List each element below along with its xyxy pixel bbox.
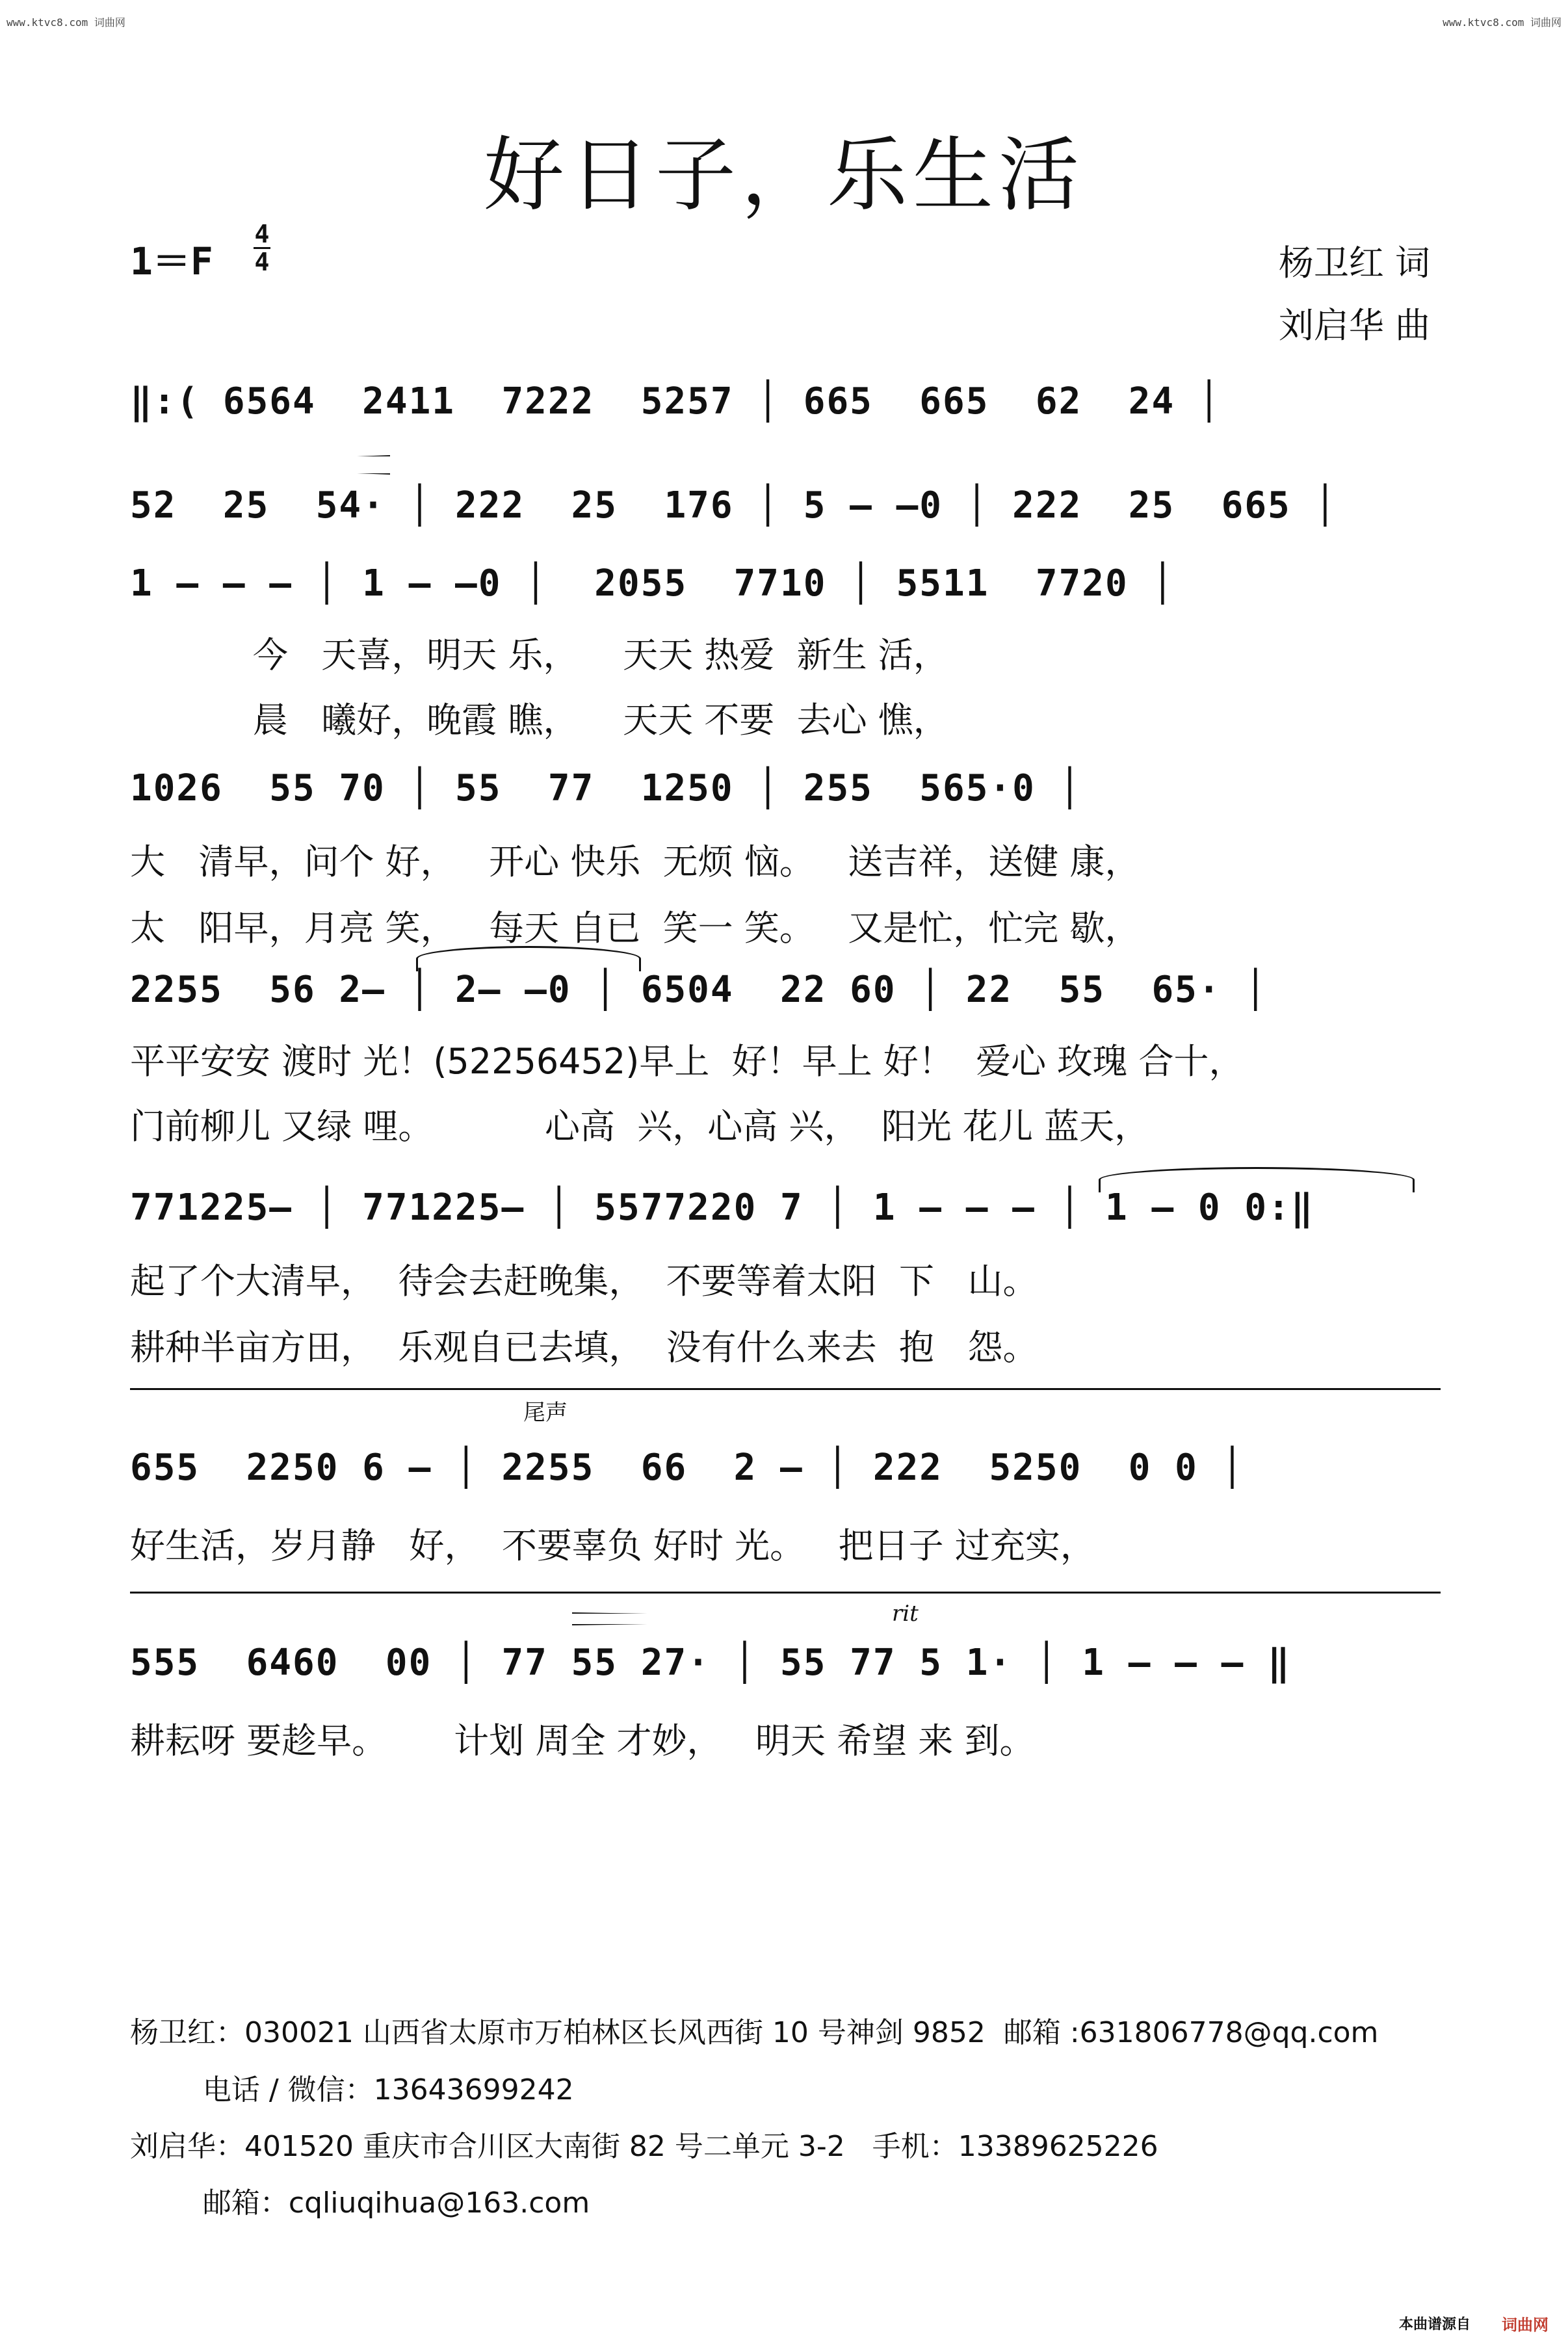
composer: 刘启华 曲 [1278, 305, 1430, 346]
lyric-verse-2: 门前柳儿 又绿 哩。 心高 兴，心高 兴， 阳光 花儿 蓝天， [130, 1106, 1150, 1147]
crescendo-mark [143, 455, 390, 475]
coda-marker: 尾声 [523, 1400, 568, 1426]
key-signature: 1＝F [130, 239, 213, 283]
staff-line-7: 655 2250 6 – │ 2255 66 2 – │ 222 5250 0 0 │ [130, 1447, 1245, 1489]
tie-arc [416, 946, 641, 971]
contact-line-1: 杨卫红：030021 山西省太原市万柏林区长风西街 10 号神剑 9852 邮箱 :631806778@qq.com [130, 2016, 1379, 2049]
lyric-verse-1: 耕耘呀 要趁早。 计划 周全 才妙， 明天 希望 来 到。 [130, 1720, 1035, 1761]
ritardando-marker: rit [892, 1601, 919, 1627]
staff-line-4: 1026 55 70 │ 55 77 1250 │ 255 565·0 │ [130, 767, 1082, 809]
staff-line-2: 52 25 54· │ 222 25 176 │ 5 – –0 │ 222 25 665 │ [130, 484, 1338, 527]
lyric-verse-2: 太 阳早，月亮 笑， 每天 自已 笑一 笑。 又是忙，忙完 歇， [130, 908, 1140, 949]
time-signature-bottom: 4 [254, 248, 270, 276]
time-signature [254, 221, 270, 275]
contact-line-3: 刘启华：401520 重庆市合川区大南街 82 号二单元 3-2 手机：13389625226 [130, 2130, 1158, 2163]
score-title: 好日子，乐生活 [483, 129, 1084, 222]
section-rule [130, 1388, 1441, 1390]
watermark-left: www.ktvc8.com 词曲网 [7, 16, 125, 29]
lyric-verse-1: 起了个大清早， 待会去赶晚集， 不要等着太阳 下 山。 [130, 1261, 1038, 1302]
lyricist: 杨卫红 词 [1278, 243, 1430, 283]
staff-line-8: 555 6460 00 │ 77 55 27· │ 55 77 5 1· │ 1 – – – ‖ [130, 1642, 1291, 1684]
staff-line-6: 771225– │ 771225– │ 5577220 7 │ 1 – – – │ 1 – 0 0:‖ [130, 1187, 1314, 1229]
staff-line-3: 1 – – – │ 1 – –0 │ 2055 7710 │ 5511 7720 │ [130, 562, 1175, 605]
staff-line-1: ‖:( 6564 2411 7222 5257 │ 665 665 62 24 │ [130, 380, 1222, 423]
contact-line-4: 邮箱：cqliuqihua@163.com [130, 2186, 590, 2220]
lyric-verse-1: 平平安安 渡时 光！(52256452)早上 好！早上 好！ 爱心 玫瑰 合十， [130, 1041, 1244, 1082]
lyric-verse-1: 大 清早，问个 好， 开心 快乐 无烦 恼。 送吉祥，送健 康， [130, 841, 1140, 882]
lyric-verse-2: 耕种半亩方田， 乐观自已去填， 没有什么来去 抱 怨。 [130, 1327, 1038, 1368]
decrescendo-mark [572, 1612, 871, 1625]
time-signature-top: 4 [254, 220, 270, 248]
footer-source: 本曲谱源自 [1398, 2316, 1470, 2333]
lyric-verse-1: 今 天喜，明天 乐， 天天 热爱 新生 活， [130, 635, 948, 676]
section-rule [130, 1592, 1441, 1594]
contact-line-2: 电话 / 微信：13643699242 [130, 2073, 574, 2106]
lyric-verse-2: 晨 曦好，晚霞 瞧， 天天 不要 去心 憔， [130, 700, 948, 741]
footer-site[interactable]: 词曲网 [1502, 2316, 1548, 2334]
staff-line-5: 2255 56 2– │ 2– –0 │ 6504 22 60 │ 22 55 65· │ [130, 969, 1268, 1011]
lyric-verse-1: 好生活，岁月静 好， 不要辜负 好时 光。 把日子 过充实， [130, 1525, 1095, 1566]
watermark-right: www.ktvc8.com 词曲网 [1443, 16, 1561, 29]
